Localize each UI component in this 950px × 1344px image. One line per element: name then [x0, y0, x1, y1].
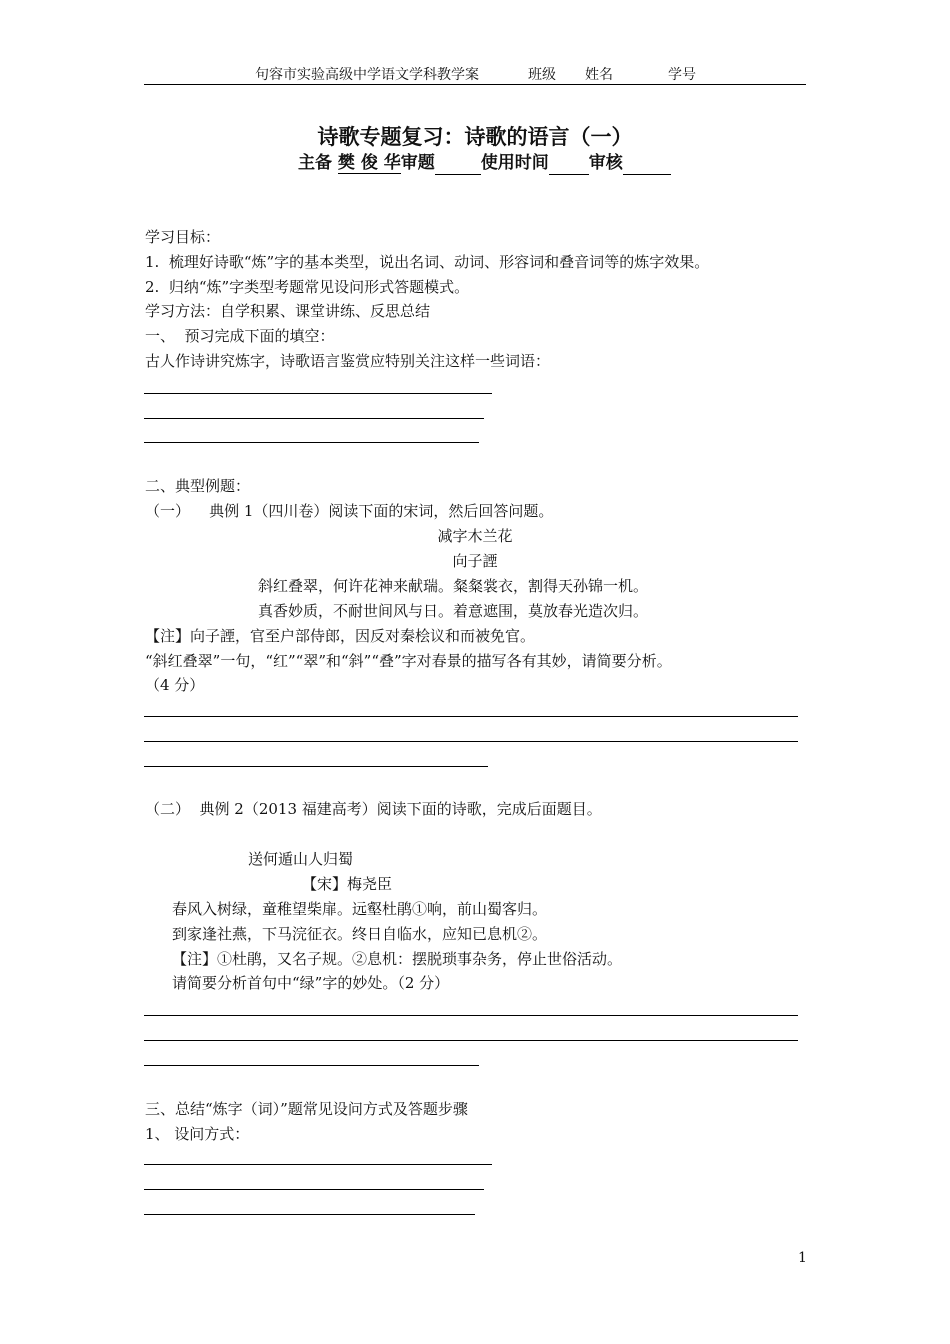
answer-line[interactable]: [144, 393, 492, 394]
subtitle-main-label: 主备: [298, 153, 332, 173]
section1-prompt: 古人作诗讲究炼字，诗歌语言鉴赏应特别关注这样一些词语：: [145, 352, 551, 370]
example1-intro: （一） 典例 1（四川卷）阅读下面的宋词，然后回答问题。: [145, 502, 554, 520]
section3-heading: 三、总结“炼字（词）”题常见设问方式及答题步骤: [145, 1100, 468, 1118]
header-school: 句容市实验高级中学语文学科教学案: [255, 67, 479, 83]
answer-line[interactable]: [144, 741, 798, 742]
subtitle-time-blank[interactable]: [549, 156, 589, 175]
answer-line[interactable]: [144, 442, 479, 443]
header-rule: [144, 84, 806, 85]
example1-note: 【注】向子諲，官至户部侍郎，因反对秦桧议和而被免官。: [145, 627, 536, 645]
example2-question: 请简要分析首句中“绿”字的妙处。（2 分）: [172, 974, 450, 992]
example1-poet: 向子諲: [452, 552, 498, 570]
answer-line[interactable]: [144, 1015, 798, 1016]
answer-line[interactable]: [144, 766, 488, 767]
answer-line[interactable]: [144, 1189, 484, 1190]
subtitle-time-label: 使用时间: [480, 153, 549, 173]
answer-line[interactable]: [144, 1164, 492, 1165]
page-number: 1: [798, 1250, 807, 1266]
example2-poem-title: 送何遁山人归蜀: [248, 850, 354, 868]
example2-poet: 【宋】梅尧臣: [302, 875, 393, 893]
study-method: 学习方法：自学积累、课堂讲练、反思总结: [145, 302, 431, 320]
section3-item-1: 1、 设问方式：: [145, 1125, 250, 1143]
subtitle-author: 樊 俊 华: [337, 153, 401, 173]
answer-line[interactable]: [144, 1065, 479, 1066]
example2-note: 【注】①杜鹃，又名子规。②息机：摆脱琐事杂务，停止世俗活动。: [172, 950, 623, 968]
subtitle-review-blank[interactable]: [435, 156, 481, 175]
header-name-label: 姓名: [585, 67, 613, 83]
header-class-label: 班级: [528, 67, 556, 83]
page-subtitle: [298, 152, 671, 175]
section1-heading: 一、 预习完成下面的填空：: [145, 327, 335, 345]
subtitle-audit-blank[interactable]: [623, 156, 671, 175]
example1-poem-line-2: 真香妙质，不耐世间风与日。着意遮围，莫放春光造次归。: [258, 602, 649, 620]
subtitle-review-label: 审题: [400, 153, 435, 173]
example2-poem-line-1: 春风入树绿，童稚望柴扉。远壑杜鹃①响，前山蜀客归。: [172, 900, 548, 918]
answer-line[interactable]: [144, 418, 484, 419]
page-title: 诗歌专题复习：诗歌的语言（一）: [317, 124, 633, 149]
example1-poem-line-1: 斜红叠翠，何许花神来献瑞。粲粲裳衣，割得天孙锦一机。: [258, 577, 649, 595]
section2-heading: 二、典型例题：: [145, 477, 251, 495]
example2-intro: （二） 典例 2（2013 福建高考）阅读下面的诗歌，完成后面题目。: [145, 800, 602, 818]
answer-line[interactable]: [144, 1040, 798, 1041]
answer-line[interactable]: [144, 1214, 475, 1215]
example1-poem-title: 减字木兰花: [437, 527, 513, 545]
example1-score: （4 分）: [145, 676, 205, 694]
subtitle-audit-label: 审核: [588, 153, 623, 173]
example2-poem-line-2: 到家逢社燕，下马浣征衣。终日自临水，应知已息机②。: [172, 925, 548, 943]
goals-heading: 学习目标：: [145, 228, 221, 246]
answer-line[interactable]: [144, 716, 798, 717]
example1-question: “斜红叠翠”一句，“红”“翠”和“斜”“叠”字对春景的描写各有其妙，请简要分析。: [145, 652, 672, 670]
goal-item-1: 1. 梳理好诗歌“炼”字的基本类型，说出名词、动词、形容词和叠音词等的炼字效果。: [145, 253, 710, 271]
header-id-label: 学号: [668, 67, 696, 83]
goal-item-2: 2. 归纳“炼”字类型考题常见设问形式答题模式。: [145, 278, 470, 296]
